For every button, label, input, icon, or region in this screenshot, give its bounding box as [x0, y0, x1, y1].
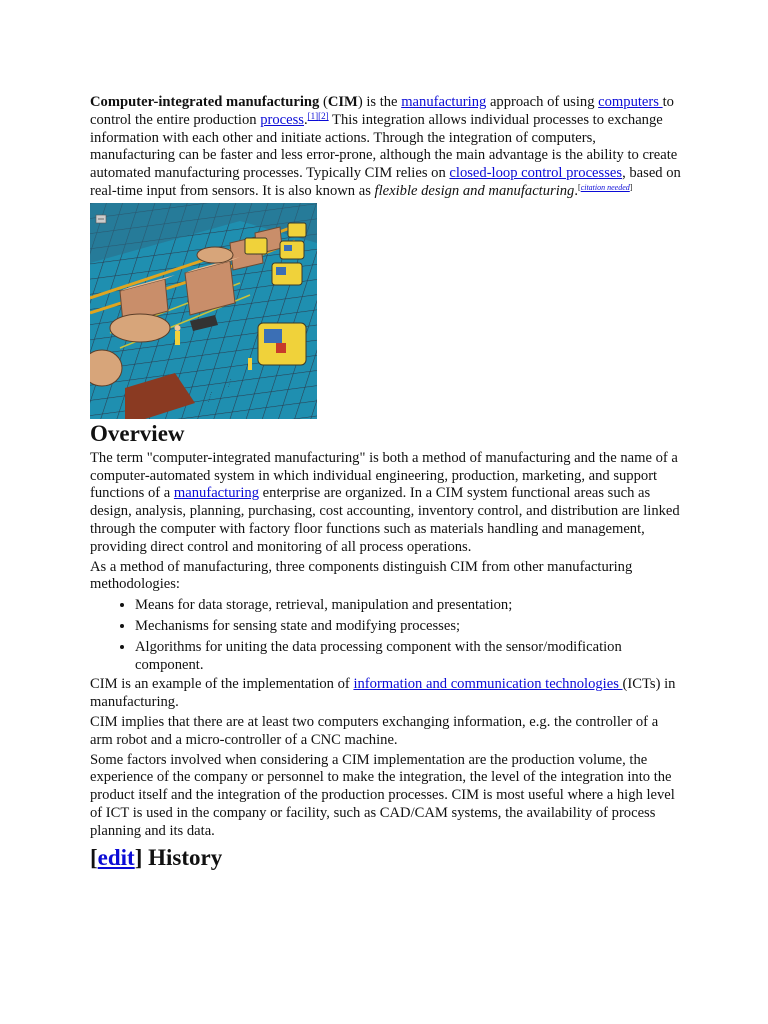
list-item: • Mechanisms for sensing state and modifying processes; [135, 617, 682, 636]
link-manufacturing[interactable]: manufacturing [401, 94, 487, 110]
overview-paragraph-2: As a method of manufacturing, three components distinguish CIM from other manufacturing methodologies: [90, 558, 633, 593]
ref-link-2[interactable]: [2] [318, 110, 329, 121]
link-manufacturing-2[interactable]: manufacturing [173, 485, 260, 502]
reference-1 [308, 111, 319, 121]
term-bold: Computer-integrated manufacturing [90, 94, 320, 110]
overview-paragraph-4: CIM implies that there are at least two computers exchanging information, e.g. the controller of a arm robot and a micro-controller of a CNC machine. [90, 713, 659, 748]
list-item: • Algorithms for uniting the data processing component with the sensor/modification component. [135, 638, 682, 675]
link-process[interactable]: process [260, 111, 304, 128]
list-item: • Means for data storage, retrieval, manipulation and presentation; [135, 596, 682, 615]
ref-link-1[interactable]: [1] [307, 110, 319, 121]
intro-paragraph: Computer-integrated manufacturing (CIM) is the manufacturing approach of using computers to control the entire production process.[1][2] This integration allows individual processes to exchange information with each other and initiate actions. Through the integration of computers, manufacturing can be faster and less error-prone, although the main advantage is the ability to create automated manufacturing processes. Typically CIM relies on closed-loop control processes, based on real-time input from sensors. It is also known as flexible design and manufacturing.[citation needed] [90, 94, 681, 199]
history-heading: [edit] History [90, 844, 223, 870]
article-body [90, 94, 682, 874]
overview-heading: Overview [90, 420, 185, 446]
factory-simulation-image [90, 203, 317, 419]
reference-2 [318, 111, 329, 121]
svg-text:····: ···· [225, 377, 235, 389]
overview-paragraph-3: CIM is an example of the implementation of information and communication technologies (ICTs) in manufacturing. [90, 676, 676, 711]
components-list [90, 596, 682, 674]
abbr-bold: CIM [327, 94, 358, 110]
edit-link[interactable]: edit [97, 844, 135, 870]
citation-needed-link[interactable]: citation needed [580, 182, 630, 192]
link-computers[interactable]: computers [598, 94, 663, 110]
italic-term: flexible design and manufacturing [374, 182, 575, 199]
link-ict[interactable]: information and communication technologies [353, 676, 623, 693]
svg-text:·····: ····· [205, 390, 216, 404]
link-closed-loop-control[interactable]: closed-loop control processes [449, 165, 623, 182]
citation-needed: [citation needed] [578, 182, 633, 192]
overview-paragraph-5: Some factors involved when considering a CIM implementation are the production volume, the experience of the company or personnel to make the integration, the level of the integration into the product itself and the integration of the production processes. CIM is most useful where a high level of ICT is used in the company or facility, such as CAD/CAM systems, the availability of process planning and its data. [90, 751, 675, 839]
overview-paragraph-1: The term "computer-integrated manufacturing" is both a method of manufacturing and the name of a computer-automated system in which individual engineering, production, marketing, and support functions of a manufacturing enterprise are organized. In a CIM system functional areas such as design, analysis, planning, purchasing, cost accounting, inventory control, and distribution are linked through the computer with factory floor functions such as materials handling and management, providing direct control and monitoring of all process operations. [90, 449, 680, 555]
